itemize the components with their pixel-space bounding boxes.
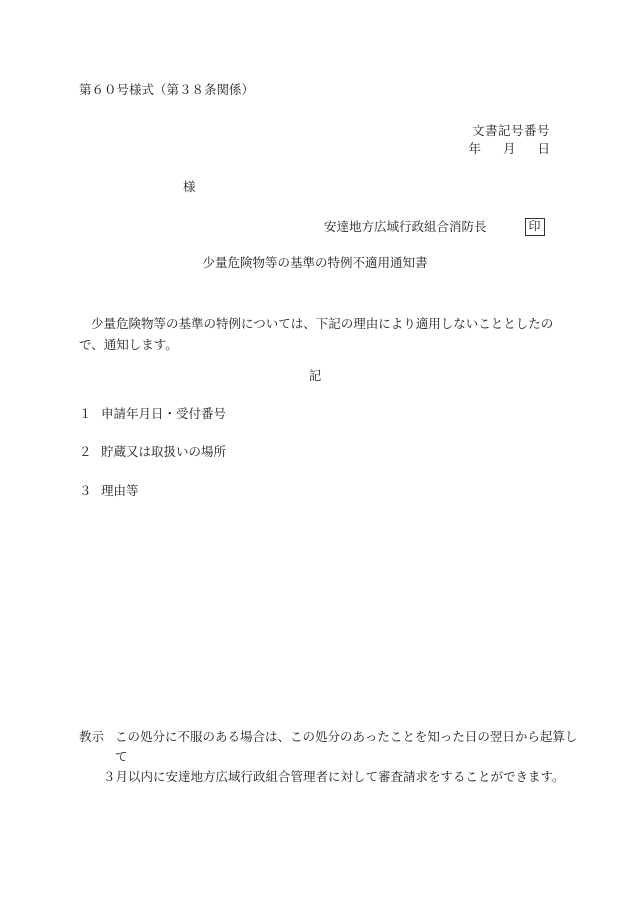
item-number: ３: [79, 483, 92, 498]
list-item: [79, 408, 226, 421]
list-item: [79, 485, 139, 498]
item-label: 貯蔵又は取扱いの場所: [101, 444, 227, 459]
item-number: １: [79, 406, 92, 421]
addressee-honorific: 様: [183, 179, 196, 194]
ki-heading: 記: [308, 368, 322, 383]
body-paragraph: 少量危険物等の基準の特例については、下記の理由により適用しないこととしたので、通知します。: [79, 316, 554, 352]
notice-label: 教示: [79, 729, 105, 744]
document-number-label: 文書記号番号: [471, 123, 550, 138]
date-month-label: 月: [502, 141, 516, 156]
notice-line-1: この処分に不服のある場合は、この処分のあったことを知った日の翌日から起算して: [115, 729, 578, 764]
list-item: [79, 446, 226, 459]
date-day-label: 日: [537, 141, 550, 156]
item-number: ２: [79, 444, 92, 459]
notice-section: [79, 727, 579, 787]
date-line: [468, 143, 550, 156]
sender-name: 安達地方広域行政組合消防長: [324, 218, 487, 234]
item-label: 申請年月日・受付番号: [101, 406, 227, 421]
date-year-label: 年: [468, 141, 481, 156]
sender-row: [324, 218, 545, 236]
document-title: 少量危険物等の基準の特例不適用通知書: [202, 255, 428, 270]
form-number: 第６０号様式（第３８条関係）: [79, 82, 255, 97]
seal-box: 印: [525, 218, 545, 236]
notice-line-2: ３月以内に安達地方広域行政組合管理者に対して審査請求をすることができます。: [103, 769, 565, 784]
item-label: 理由等: [101, 483, 139, 498]
